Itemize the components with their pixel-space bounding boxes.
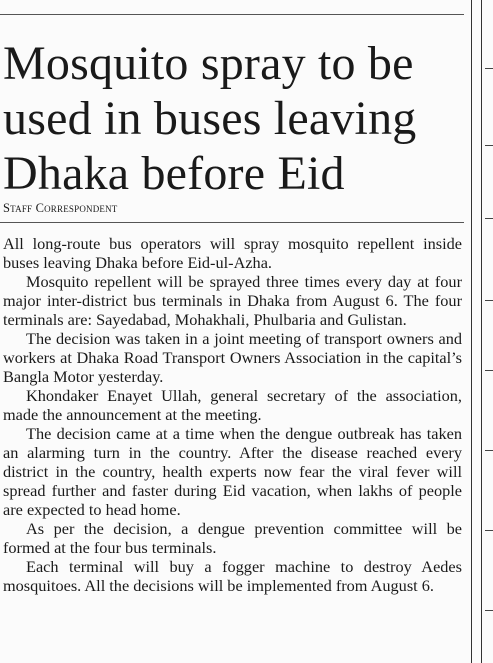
- paragraph: All long-route bus operators will spray mosquito repellent inside buses leaving Dhaka before Eid-ul-Azha.: [3, 234, 462, 272]
- paragraph: Khondaker Enayet Ullah, general secretary of the association, made the announcement at the meeting.: [3, 386, 462, 424]
- adjacent-column-rule: [485, 370, 493, 371]
- paragraph: As per the decision, a dengue prevention committee will be formed at the four bus terminals.: [3, 519, 462, 557]
- paragraph: Mosquito repellent will be sprayed three times every day at four major inter-district bus terminals in Dhaka from August 6. The four terminals are: Sayedabad, Mohakhali, Phulbaria and Gulistan.: [3, 272, 462, 329]
- adjacent-column-rule: [485, 68, 493, 69]
- adjacent-column-rule: [485, 610, 493, 611]
- adjacent-column-rule: [485, 145, 493, 146]
- article-body: [3, 234, 462, 595]
- headline: Mosquito spray to be used in buses leaving Dhaka before Eid: [3, 37, 417, 200]
- paragraph: The decision was taken in a joint meeting of transport owners and workers at Dhaka Road Transport Owners Association in the capital’s Bangla Motor yesterday.: [3, 329, 462, 386]
- adjacent-column-rule: [485, 300, 493, 301]
- paragraph: The decision came at a time when the dengue outbreak has taken an alarming turn in the country. After the disease reached every district in the country, health experts now fear the viral fever will spread further and faster during Eid vacation, when lakhs of people are expected to head home.: [3, 424, 462, 519]
- byline: Staff Correspondent: [3, 201, 118, 215]
- adjacent-column-border: [481, 0, 482, 663]
- column-divider: [471, 0, 472, 663]
- adjacent-column-rule: [485, 530, 493, 531]
- top-rule: [0, 14, 464, 15]
- byline-rule: [0, 222, 464, 223]
- adjacent-column-rule: [485, 450, 493, 451]
- paragraph: Each terminal will buy a fogger machine to destroy Aedes mosquitoes. All the decisions will be implemented from August 6.: [3, 557, 462, 595]
- adjacent-column-rule: [485, 218, 493, 219]
